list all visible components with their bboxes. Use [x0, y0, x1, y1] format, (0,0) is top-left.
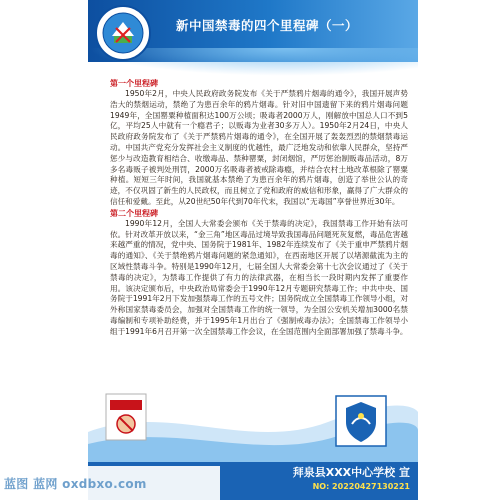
- footer-number: NO: 20220427130221: [312, 482, 410, 491]
- anti-drug-emblem-icon: [94, 4, 152, 62]
- section-text-1: 1950年2月，中央人民政府政务院发布《关于严禁鸦片烟毒的通令》，我国开展声势浩大的禁烟运动，禁绝了为患百余年的鸦片烟毒。针对旧中国遗留下来的鸦片烟毒问题1949年，全国罂粟种植面积达100万公顷；吸毒者2000万人，刚解放中国总人口不到5亿，平均25人中就有一个瘾君子；以贩毒为业者30多万人）。1950年2月24日，中央人民政府政务院发布了《关于严禁鸦片烟毒的通令》，在全国开展了轰轰烈烈的禁烟禁毒运动。中国共产党充分发挥社会主义制度的优越性，最广泛地发动和依靠人民群众，坚持严惩少与改造教育相结合、收缴毒品、禁种罂粟，封闭烟馆，严厉惩治制贩毒品活动，8万多名毒贩子被判处刑罚，2000万名吸毒者被戒除毒瘾，并结合农村土地改革根除了罂粟种植。短短三年时间，我国就基本禁绝了为患百余年的鸦片烟毒，创造了举世公认的奇迹，不仅巩固了新生的人民政权，而且树立了党和政府的威信和形象，赢得了广大群众的信任和爱戴。至此，从20世纪50年代到70年代末，我国以“无毒国”享誉世界近30年。: [110, 89, 408, 206]
- poster-title: 新中国禁毒的四个里程碑（一）: [176, 18, 359, 33]
- section-heading-1: 第一个里程碑: [110, 79, 158, 88]
- anti-drug-poster: [88, 0, 418, 500]
- anti-drug-book-icon: [102, 388, 154, 444]
- anti-drug-badge-icon: [332, 392, 390, 450]
- poster-content: [110, 78, 408, 338]
- footer-organization: 拜泉县XXX中心学校 宣: [292, 466, 410, 479]
- section-heading-2: 第二个里程碑: [110, 208, 158, 218]
- watermark-text: 蓝图 蓝网 oxdbxo.com: [4, 477, 147, 491]
- section-text-2: 1990年12月，全国人大常委会颁布《关于禁毒的决定》，我国禁毒工作开始有法可依。针对改革开放以来，“金三角”地区毒品过境导致我国毒品问题死灰复燃，毒品危害越来越严重的情况，党中央、国务院于1981年、1982年连续发布了《关于重申严禁鸦片烟毒的通知》、《关于禁绝鸦片烟毒问题的紧急通知》，在西南地区开展了以堵源截流为主的区域性禁毒斗争。特别是1990年12月，七届全国人大常委会第十七次会议通过了《关于禁毒的决定》，为禁毒工作提供了有力的法律武器，在相当长一段时期内发挥了重要作用。该决定颁布后，中央政治局常委会于1990年12月专题研究禁毒工作；中共中央、国务院于1991年2月下发加强禁毒工作的五号文件；国务院成立全国禁毒工作领导小组，对外称国家禁毒委员会，加强对全国禁毒工作的统一领导，为全国公安机关增加3000名禁毒编制和专项补助经费，并于1995年1月出台了《强制戒毒办法》；全国禁毒工作领导小组于1991年6月召开第一次全国禁毒工作会议，在全国范围内全面部署加强了禁毒斗争。: [110, 218, 408, 336]
